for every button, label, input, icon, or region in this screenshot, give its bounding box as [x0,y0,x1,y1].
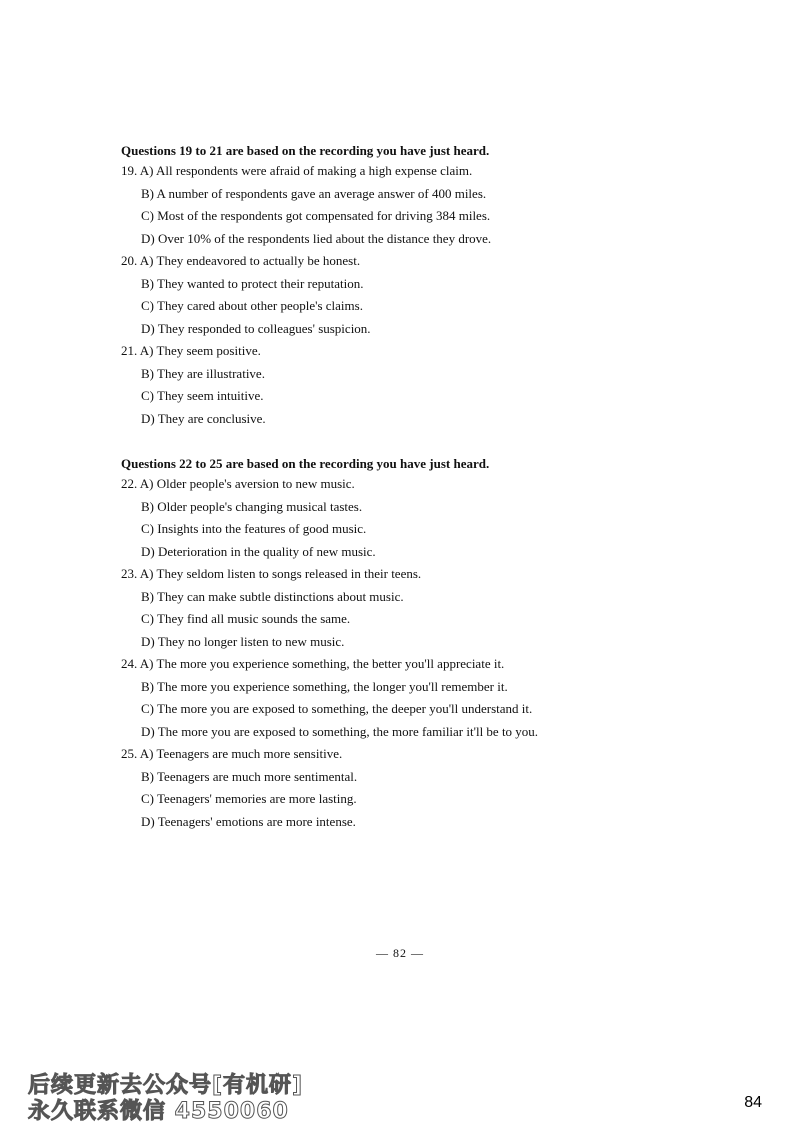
question-22-option-d: D) Deterioration in the quality of new music. [141,543,376,559]
watermark-line-2: 永久联系微信 4550060 [28,1099,289,1124]
question-22-option-a: 22. A) Older people's aversion to new music. [121,476,355,491]
question-20-option-b: B) They wanted to protect their reputation. [141,275,364,291]
question-21-option-a: 21. A) They seem positive. [121,343,261,358]
question-21-option-b: B) They are illustrative. [141,365,265,381]
question-25-option-a: 25. A) Teenagers are much more sensitive. [121,746,343,761]
question-20-option-a: 20. A) They endeavored to actually be honest. [121,253,361,268]
question-25-option-c: C) Teenagers' memories are more lasting. [141,791,357,806]
question-24-option-a: 24. A) The more you experience something, the better you'll appreciate it. [121,656,505,671]
question-25-option-d: D) Teenagers' emotions are more intense. [141,813,356,829]
scan-page-number: 84 [744,1094,762,1111]
question-23-option-d: D) They no longer listen to new music. [141,633,345,649]
watermark-line-1: 后续更新去公众号[有机研] [28,1073,304,1098]
question-21-option-c: C) They seem intuitive. [141,388,264,403]
page-number: — 82 — [376,946,424,960]
question-24-option-d: D) The more you are exposed to something, the more familiar it'll be to you. [141,723,539,739]
question-21-option-d: D) They are conclusive. [141,410,266,426]
question-20-option-c: C) They cared about other people's claims. [141,298,363,313]
question-22-option-b: B) Older people's changing musical tastes. [141,498,363,514]
question-23-option-a: 23. A) They seldom listen to songs released in their teens. [121,566,422,581]
question-section-19-21 [121,141,681,430]
question-22-option-c: C) Insights into the features of good music. [141,521,367,536]
question-19-option-c: C) Most of the respondents got compensated for driving 384 miles. [141,208,491,223]
question-25-option-b: B) Teenagers are much more sentimental. [141,768,358,784]
question-section-22-25 [121,454,681,833]
question-23-option-b: B) They can make subtle distinctions about music. [141,588,404,604]
section-heading: Questions 22 to 25 are based on the recording you have just heard. [121,456,490,471]
question-19-option-b: B) A number of respondents gave an average answer of 400 miles. [141,185,487,201]
question-19-option-d: D) Over 10% of the respondents lied about the distance they drove. [141,230,492,246]
question-24-option-b: B) The more you experience something, the longer you'll remember it. [141,678,508,694]
question-19-option-a: 19. A) All respondents were afraid of making a high expense claim. [121,163,473,178]
section-heading: Questions 19 to 21 are based on the recording you have just heard. [121,143,490,158]
question-24-option-c: C) The more you are exposed to something, the deeper you'll understand it. [141,701,533,716]
question-23-option-c: C) They find all music sounds the same. [141,611,351,626]
question-20-option-d: D) They responded to colleagues' suspicion. [141,320,371,336]
